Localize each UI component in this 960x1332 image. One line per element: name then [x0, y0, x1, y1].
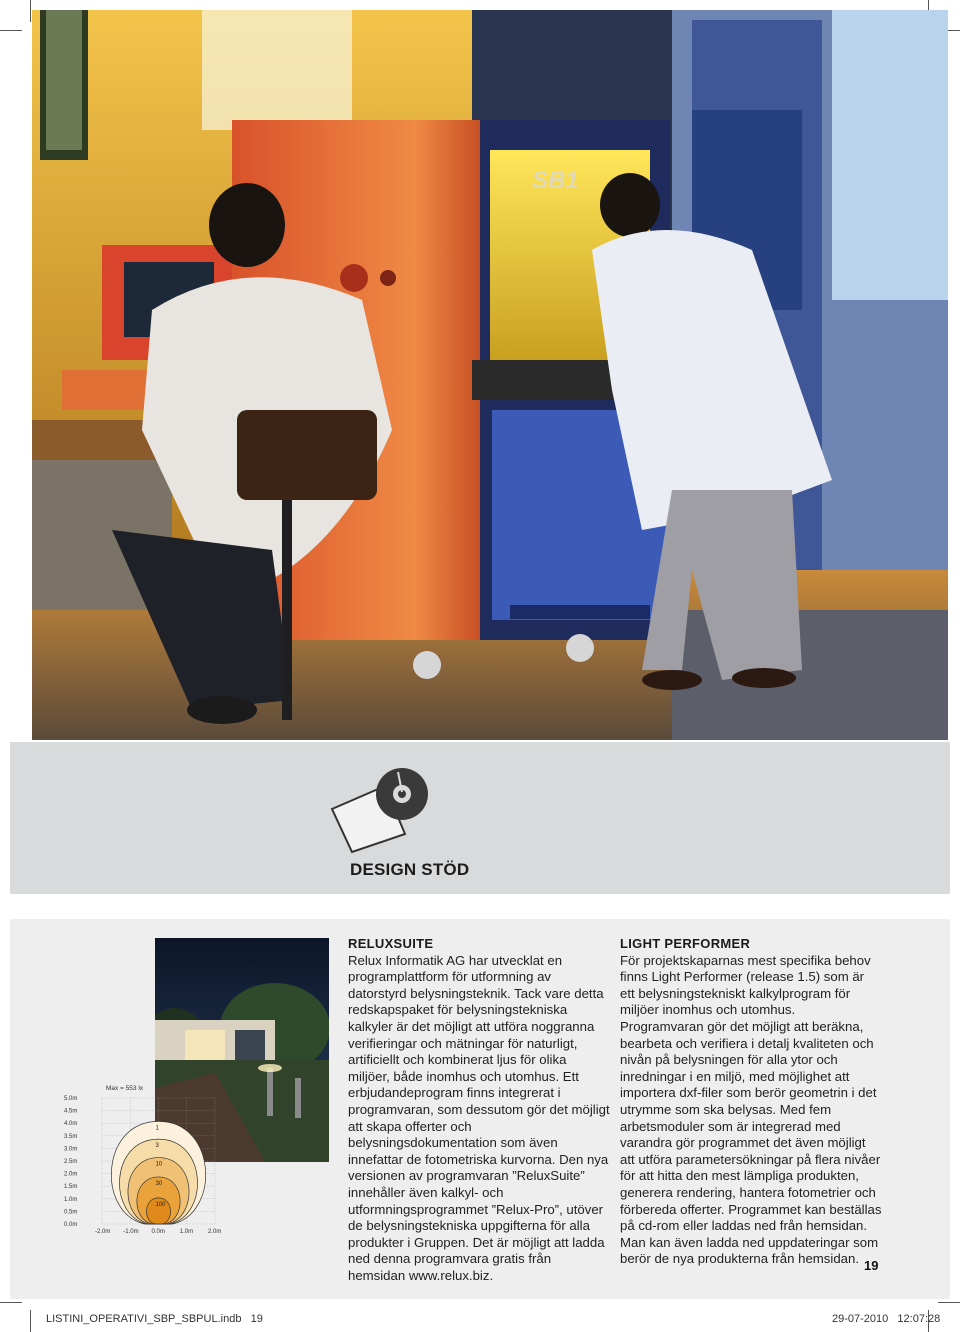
- isolux-y-tick-label: 0.0m: [64, 1222, 78, 1228]
- crop-mark: [30, 1310, 31, 1332]
- crop-mark: [30, 0, 31, 22]
- reluxsuite-body: Relux Informatik AG har utvecklat en programplattform för utformning av datorstyrd belysningsteknik. Tack vare detta redskapspaket för belysningstekniska kalkyler är det möjligt att utföra noggranna verifieringar och mätningar för naturligt, artificiellt och kombinerat ljus för olika miljöer, både inomhus och utomhus. Ett erbjudandeprogram finns integrerat i programvaran, som dessutom gör det möjligt att skapa offerter och belysningsdokumentation som även innefattar de fotometriska kurvorna. Den nya versionen av programvaran ”ReluxSuite” innehåller även kalkyl- och utformningsprogrammet ”Relux-Pro”, utöver de belysningstekniska uppgifterna för alla produkter i Gruppen. Det är möjligt att ladda ned denna programvara gratis från hemsidan www.relux.biz.: [348, 952, 610, 1283]
- isolux-y-tick-label: 4.0m: [64, 1121, 78, 1128]
- section-title: DESIGN STÖD: [350, 860, 470, 879]
- reluxsuite-column: [348, 936, 610, 1284]
- light-performer-heading: LIGHT PERFORMER: [620, 936, 751, 951]
- footer-file-info: LISTINI_OPERATIVI_SBP_SBPUL.indb 19: [46, 1313, 263, 1325]
- svg-text:SB1: SB1: [532, 167, 579, 194]
- isolux-contour-label: 10: [155, 1161, 163, 1168]
- footer-timestamp: 29-07-2010 12:07:28: [832, 1313, 941, 1325]
- isolux-diagram: [62, 1080, 232, 1242]
- isolux-x-tick-label: -1.0m: [123, 1229, 139, 1235]
- section-band: [10, 742, 950, 894]
- light-performer-column: [620, 936, 882, 1268]
- page-number: 19: [864, 1258, 879, 1273]
- isolux-y-tick-label: 1.0m: [64, 1196, 78, 1203]
- isolux-y-tick-label: 5.0m: [64, 1096, 78, 1102]
- isolux-y-tick-label: 1.5m: [64, 1184, 78, 1191]
- isolux-contour-label: 100: [155, 1201, 166, 1208]
- isolux-y-tick-label: 2.0m: [64, 1171, 78, 1178]
- isolux-y-tick-label: 3.5m: [64, 1133, 78, 1140]
- isolux-x-ticks: [95, 1229, 221, 1235]
- light-performer-body: För projektskaparnas mest specifika behov finns Light Performer (release 1.5) som är ett belysningstekniskt kalkylprogram för miljöer inomhus och utomhus. Programvaran gör det möjligt att beräkna, bearbeta och verifiera i detalj kvaliteten och nivån på belysningen för alla ytor och inredningar i en miljö, med möjlighet att importera dxf-filer som berör geometrin i det utrymme som ska belysas. Med fem arbetsmoduler som är integrerad med varandra gör programmet det även möjligt att utföra parametersökningar på flera nivåer för att hitta den mest lämpliga produkten, generera rendering, hantera fotometrier och förbereda offerter. Programmet kan beställas på cd-rom eller laddas ned från hemsidan. Man kan även ladda ned uppdateringar som berör de nya produkterna från hemsidan.: [620, 952, 882, 1267]
- isolux-contour-label: 30: [155, 1180, 163, 1187]
- isolux-y-tick-label: 4.5m: [64, 1108, 78, 1115]
- crop-mark: [0, 30, 22, 31]
- cd-rom-icon: [330, 764, 440, 854]
- isolux-y-ticks: [64, 1096, 77, 1228]
- isolux-x-tick-label: 2.0m: [208, 1229, 222, 1235]
- crop-mark: [0, 1302, 22, 1303]
- isolux-y-tick-label: 2.5m: [64, 1159, 78, 1165]
- lab-photo: [32, 10, 948, 740]
- isolux-x-tick-label: -2.0m: [95, 1229, 111, 1235]
- reluxsuite-heading: RELUXSUITE: [348, 936, 434, 951]
- isolux-contour-label: 3: [155, 1143, 159, 1150]
- isolux-x-tick-label: 0.0m: [151, 1229, 165, 1235]
- isolux-contour-label: 1: [155, 1125, 159, 1132]
- isolux-y-tick-label: 3.0m: [64, 1146, 78, 1153]
- crop-mark: [938, 1302, 960, 1303]
- isolux-y-tick-label: 0.5m: [64, 1209, 78, 1216]
- isolux-max-label: Max = 553 lx: [106, 1085, 144, 1092]
- isolux-x-tick-label: 1.0m: [179, 1229, 194, 1235]
- isolux-contours: [111, 1121, 205, 1224]
